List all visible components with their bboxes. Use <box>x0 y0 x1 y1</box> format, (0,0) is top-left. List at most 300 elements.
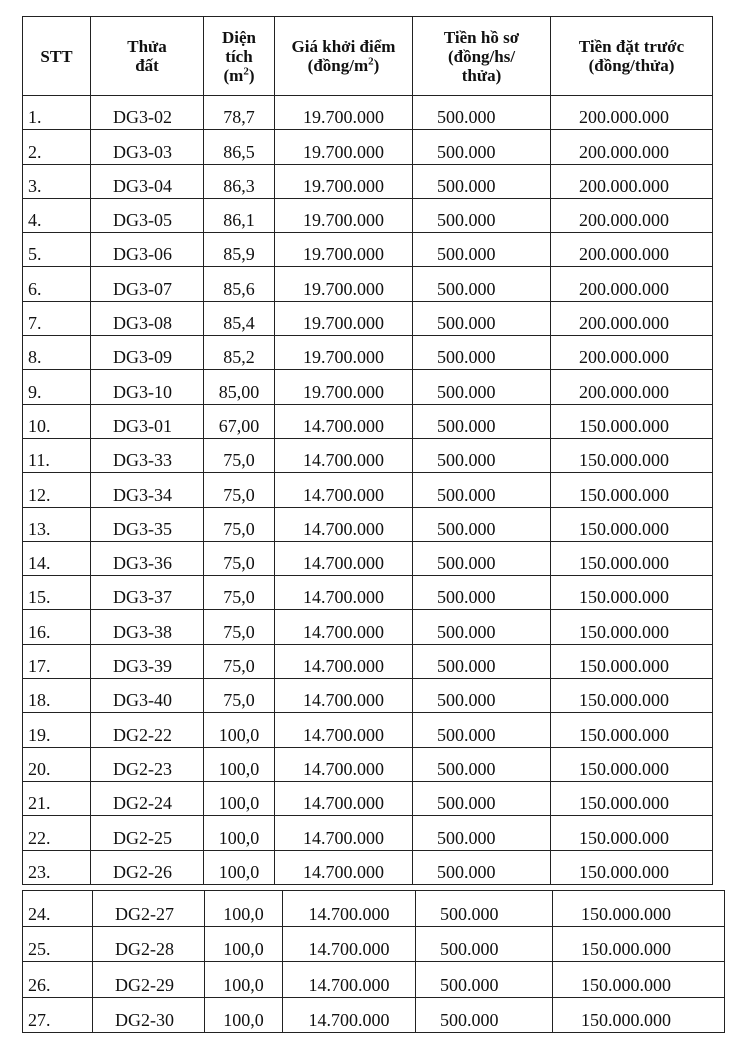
row-number: 1. <box>28 107 42 128</box>
area-value-cell <box>204 610 275 644</box>
document-fee-cell <box>413 644 551 678</box>
table-row <box>23 301 713 335</box>
deposit-amount-cell <box>551 438 713 472</box>
starting-price: 14.700.000 <box>303 690 384 711</box>
document-fee: 500.000 <box>437 450 496 471</box>
lot-code: DG2-26 <box>113 861 172 882</box>
row-number: 25. <box>28 939 51 959</box>
document-fee: 500.000 <box>437 175 496 196</box>
starting-price: 14.700.000 <box>303 861 384 882</box>
starting-price: 14.700.000 <box>303 724 384 745</box>
lot-code-cell <box>91 438 204 472</box>
area-value-cell <box>204 96 275 130</box>
lot-code: DG2-23 <box>113 758 172 779</box>
starting-price-cell <box>275 301 413 335</box>
starting-price-cell <box>275 644 413 678</box>
document-fee-cell <box>413 267 551 301</box>
starting-price: 14.700.000 <box>308 939 390 959</box>
area-value-cell <box>204 301 275 335</box>
table-row <box>23 997 725 1033</box>
lot-code-cell <box>91 644 204 678</box>
lot-code: DG3-33 <box>113 450 172 471</box>
document-fee-cell <box>413 747 551 781</box>
area-value-cell <box>204 576 275 610</box>
header-document-fee: Tiền hồ sơ (đồng/hs/ thửa) <box>413 17 551 96</box>
document-fee-cell <box>413 96 551 130</box>
row-number-cell <box>23 997 93 1033</box>
table-row <box>23 96 713 130</box>
table-row <box>23 747 713 781</box>
area-value: 75,0 <box>223 484 255 505</box>
row-number-cell <box>23 301 91 335</box>
document-fee: 500.000 <box>437 278 496 299</box>
deposit-amount-cell <box>551 610 713 644</box>
lot-code-cell <box>91 233 204 267</box>
document-fee: 500.000 <box>437 244 496 265</box>
row-number: 7. <box>28 313 42 334</box>
lot-code-cell <box>91 267 204 301</box>
area-value-cell <box>204 336 275 370</box>
lot-code: DG3-10 <box>113 381 172 402</box>
lot-code: DG2-30 <box>115 1010 174 1030</box>
lot-code: DG3-01 <box>113 415 172 436</box>
table-row <box>23 438 713 472</box>
starting-price-cell <box>283 891 416 927</box>
document-fee: 500.000 <box>437 793 496 814</box>
lot-code: DG3-36 <box>113 553 172 574</box>
lot-code-cell <box>91 404 204 438</box>
starting-price-cell <box>275 370 413 404</box>
starting-price-cell <box>283 926 416 962</box>
document-fee-cell <box>413 679 551 713</box>
lot-code-cell <box>91 164 204 198</box>
table-row <box>23 610 713 644</box>
deposit-amount: 150.000.000 <box>579 656 669 677</box>
lot-code: DG3-37 <box>113 587 172 608</box>
area-value-cell <box>204 679 275 713</box>
table-row <box>23 473 713 507</box>
deposit-amount-cell <box>551 644 713 678</box>
starting-price: 14.700.000 <box>308 903 390 924</box>
table-row <box>23 816 713 850</box>
deposit-amount: 150.000.000 <box>579 553 669 574</box>
area-value: 100,0 <box>218 758 260 779</box>
starting-price: 14.700.000 <box>303 415 384 436</box>
area-value-cell <box>205 926 283 962</box>
starting-price-cell <box>275 233 413 267</box>
row-number: 26. <box>28 974 51 995</box>
document-fee: 500.000 <box>437 621 496 642</box>
row-number: 8. <box>28 347 42 368</box>
deposit-amount-cell <box>551 541 713 575</box>
area-value-cell <box>204 370 275 404</box>
row-number-cell <box>23 233 91 267</box>
starting-price: 19.700.000 <box>303 347 384 368</box>
document-fee-cell <box>413 541 551 575</box>
row-number: 19. <box>28 724 51 745</box>
area-value: 100,0 <box>223 939 264 959</box>
document-fee-cell <box>416 926 553 962</box>
table-row <box>23 926 725 962</box>
lot-code-cell <box>91 850 204 884</box>
deposit-amount-cell <box>551 850 713 884</box>
document-fee: 500.000 <box>437 313 496 334</box>
starting-price-cell <box>283 962 416 998</box>
lot-code-cell <box>91 679 204 713</box>
lot-code-cell <box>91 713 204 747</box>
starting-price: 14.700.000 <box>303 793 384 814</box>
deposit-amount: 150.000.000 <box>581 903 671 924</box>
document-fee: 500.000 <box>437 587 496 608</box>
area-value: 85,4 <box>223 313 255 334</box>
row-number-cell <box>23 747 91 781</box>
document-fee: 500.000 <box>437 861 496 882</box>
lot-code: DG3-06 <box>113 244 172 265</box>
row-number-cell <box>23 610 91 644</box>
document-fee-cell <box>413 130 551 164</box>
starting-price: 14.700.000 <box>303 553 384 574</box>
area-value: 75,0 <box>223 587 255 608</box>
deposit-amount: 200.000.000 <box>579 107 669 128</box>
document-fee-cell <box>413 781 551 815</box>
row-number: 4. <box>28 210 42 231</box>
lot-code-cell <box>91 370 204 404</box>
table-row <box>23 336 713 370</box>
document-fee-cell <box>413 336 551 370</box>
document-fee-cell <box>413 713 551 747</box>
row-number: 5. <box>28 244 42 265</box>
deposit-amount: 200.000.000 <box>579 175 669 196</box>
header-lot: Thửa đất <box>91 17 204 96</box>
header-deposit: Tiền đặt trước (đồng/thửa) <box>551 17 713 96</box>
document-fee: 500.000 <box>437 553 496 574</box>
row-number: 14. <box>28 553 51 574</box>
area-value: 75,0 <box>223 553 255 574</box>
deposit-amount-cell <box>551 198 713 232</box>
deposit-amount: 150.000.000 <box>581 974 671 995</box>
area-value-cell <box>204 438 275 472</box>
lot-code-cell <box>91 96 204 130</box>
row-number-cell <box>23 644 91 678</box>
area-value: 86,1 <box>223 210 255 231</box>
deposit-amount-cell <box>551 816 713 850</box>
lot-code-cell <box>91 781 204 815</box>
starting-price: 14.700.000 <box>303 656 384 677</box>
row-number: 17. <box>28 656 51 677</box>
deposit-amount: 150.000.000 <box>579 518 669 539</box>
row-number-cell <box>23 96 91 130</box>
area-value: 75,0 <box>223 450 255 471</box>
document-fee: 500.000 <box>437 415 496 436</box>
document-fee-cell <box>413 816 551 850</box>
lot-code: DG3-40 <box>113 690 172 711</box>
table-row <box>23 541 713 575</box>
lot-code: DG3-02 <box>113 107 172 128</box>
row-number: 15. <box>28 587 51 608</box>
starting-price-cell <box>275 713 413 747</box>
starting-price: 14.700.000 <box>308 1010 390 1030</box>
area-value-cell <box>204 781 275 815</box>
starting-price: 19.700.000 <box>303 175 384 196</box>
row-number: 24. <box>28 903 51 924</box>
area-value-cell <box>204 404 275 438</box>
starting-price: 14.700.000 <box>303 518 384 539</box>
document-fee: 500.000 <box>437 107 496 128</box>
lot-code: DG3-05 <box>113 210 172 231</box>
row-number: 20. <box>28 758 51 779</box>
row-number: 23. <box>28 861 51 882</box>
row-number-cell <box>23 473 91 507</box>
area-value-cell <box>204 198 275 232</box>
document-fee: 500.000 <box>437 210 496 231</box>
starting-price-cell <box>275 164 413 198</box>
deposit-amount: 150.000.000 <box>579 861 669 882</box>
deposit-amount-cell <box>551 679 713 713</box>
document-fee-cell <box>413 233 551 267</box>
area-value-cell <box>204 747 275 781</box>
table-row <box>23 962 725 998</box>
area-value: 100,0 <box>223 1010 264 1030</box>
document-fee-cell <box>413 198 551 232</box>
table-row <box>23 370 713 404</box>
row-number: 2. <box>28 141 42 162</box>
row-number-cell <box>23 198 91 232</box>
starting-price-cell <box>275 96 413 130</box>
starting-price-cell <box>275 404 413 438</box>
lot-code: DG3-04 <box>113 175 172 196</box>
lot-code: DG2-29 <box>115 974 174 995</box>
document-fee-cell <box>416 891 553 927</box>
starting-price: 19.700.000 <box>303 381 384 402</box>
table-row <box>23 164 713 198</box>
area-value-cell <box>204 507 275 541</box>
header-area: Diện tích $(m^2)$ <box>204 17 275 96</box>
document-fee: 500.000 <box>437 724 496 745</box>
area-value-cell <box>205 997 283 1033</box>
area-value-cell <box>204 130 275 164</box>
deposit-amount-cell <box>551 370 713 404</box>
row-number-cell <box>23 370 91 404</box>
area-value-cell <box>204 473 275 507</box>
area-value: 100,0 <box>223 903 264 924</box>
starting-price: 19.700.000 <box>303 313 384 334</box>
starting-price: 14.700.000 <box>303 450 384 471</box>
deposit-amount: 150.000.000 <box>579 621 669 642</box>
lot-code-cell <box>91 576 204 610</box>
row-number: 10. <box>28 415 51 436</box>
area-value: 100,0 <box>218 827 260 848</box>
document-fee-cell <box>413 370 551 404</box>
deposit-amount-cell <box>553 997 725 1033</box>
area-value: 85,00 <box>218 381 260 402</box>
row-number: 12. <box>28 484 51 505</box>
lot-code: DG3-07 <box>113 278 172 299</box>
deposit-amount-cell <box>551 233 713 267</box>
document-fee: 500.000 <box>437 141 496 162</box>
row-number: 11. <box>28 450 50 471</box>
row-number: 27. <box>28 1010 51 1030</box>
table-row <box>23 850 713 884</box>
document-fee-cell <box>413 576 551 610</box>
area-value-cell <box>204 164 275 198</box>
starting-price-cell <box>275 816 413 850</box>
deposit-amount-cell <box>553 891 725 927</box>
starting-price-cell <box>275 576 413 610</box>
starting-price-cell <box>275 267 413 301</box>
deposit-amount-cell <box>551 404 713 438</box>
lot-code: DG3-35 <box>113 518 172 539</box>
table-row <box>23 267 713 301</box>
starting-price: 19.700.000 <box>303 244 384 265</box>
deposit-amount: 150.000.000 <box>579 758 669 779</box>
area-value: 75,0 <box>223 656 255 677</box>
deposit-amount: 200.000.000 <box>579 141 669 162</box>
document-fee: 500.000 <box>440 1010 499 1030</box>
table-row <box>23 233 713 267</box>
starting-price: 14.700.000 <box>303 587 384 608</box>
starting-price-cell <box>275 473 413 507</box>
document-fee: 500.000 <box>437 690 496 711</box>
starting-price: 14.700.000 <box>303 621 384 642</box>
row-number-cell <box>23 130 91 164</box>
row-number: 21. <box>28 793 51 814</box>
row-number: 9. <box>28 381 42 402</box>
starting-price-cell <box>275 747 413 781</box>
lot-code: DG2-24 <box>113 793 172 814</box>
lot-code-cell <box>91 541 204 575</box>
lot-code-cell <box>91 507 204 541</box>
deposit-amount-cell <box>551 96 713 130</box>
document-fee: 500.000 <box>437 827 496 848</box>
lot-code-cell <box>93 962 205 998</box>
auction-lot-table <box>22 16 713 885</box>
starting-price-cell <box>283 997 416 1033</box>
lot-code-cell <box>93 891 205 927</box>
lot-code: DG3-03 <box>113 141 172 162</box>
deposit-amount-cell <box>551 164 713 198</box>
starting-price: 14.700.000 <box>303 484 384 505</box>
deposit-amount: 200.000.000 <box>579 347 669 368</box>
row-number-cell <box>23 962 93 998</box>
deposit-amount: 200.000.000 <box>579 313 669 334</box>
area-value: 100,0 <box>223 974 264 995</box>
area-value: 75,0 <box>223 621 255 642</box>
deposit-amount-cell <box>551 130 713 164</box>
deposit-amount-cell <box>553 962 725 998</box>
document-fee-cell <box>413 301 551 335</box>
table-row <box>23 198 713 232</box>
lot-code-cell <box>93 997 205 1033</box>
row-number-cell <box>23 267 91 301</box>
deposit-amount: 200.000.000 <box>579 244 669 265</box>
row-number: 22. <box>28 827 51 848</box>
row-number-cell <box>23 891 93 927</box>
deposit-amount: 150.000.000 <box>579 484 669 505</box>
starting-price-cell <box>275 507 413 541</box>
deposit-amount-cell <box>551 781 713 815</box>
document-fee-cell <box>413 507 551 541</box>
deposit-amount: 150.000.000 <box>581 1010 671 1030</box>
area-value: 85,2 <box>223 347 255 368</box>
lot-code-cell <box>91 747 204 781</box>
document-fee: 500.000 <box>440 903 499 924</box>
lot-code: DG2-28 <box>115 939 174 959</box>
lot-code-cell <box>91 130 204 164</box>
deposit-amount: 150.000.000 <box>579 690 669 711</box>
area-value: 100,0 <box>218 793 260 814</box>
table-row <box>23 404 713 438</box>
header-starting-price: Giá khởi điểm $(đồng/m^2)$ <box>275 17 413 96</box>
lot-code: DG3-09 <box>113 347 172 368</box>
deposit-amount-cell <box>551 473 713 507</box>
deposit-amount-cell <box>551 713 713 747</box>
area-value: 75,0 <box>223 518 255 539</box>
deposit-amount: 150.000.000 <box>579 827 669 848</box>
starting-price: 19.700.000 <box>303 278 384 299</box>
row-number-cell <box>23 850 91 884</box>
starting-price-cell <box>275 130 413 164</box>
document-fee: 500.000 <box>440 974 499 995</box>
row-number: 3. <box>28 175 42 196</box>
deposit-amount-cell <box>551 576 713 610</box>
area-value-cell <box>204 233 275 267</box>
document-fee: 500.000 <box>437 758 496 779</box>
deposit-amount: 200.000.000 <box>579 278 669 299</box>
header-row <box>23 17 713 96</box>
deposit-amount: 150.000.000 <box>579 587 669 608</box>
area-value-cell <box>205 891 283 927</box>
lot-code-cell <box>91 198 204 232</box>
lot-code: DG2-22 <box>113 724 172 745</box>
area-value: 75,0 <box>223 690 255 711</box>
row-number-cell <box>23 438 91 472</box>
row-number-cell <box>23 576 91 610</box>
starting-price: 14.700.000 <box>308 974 390 995</box>
table-row <box>23 644 713 678</box>
table-row <box>23 781 713 815</box>
document-fee: 500.000 <box>440 939 499 959</box>
row-number-cell <box>23 404 91 438</box>
area-value-cell <box>204 816 275 850</box>
row-number: 13. <box>28 518 51 539</box>
lot-code: DG3-38 <box>113 621 172 642</box>
area-value: 100,0 <box>218 724 260 745</box>
deposit-amount-cell <box>551 301 713 335</box>
document-fee-cell <box>416 962 553 998</box>
lot-code-cell <box>91 301 204 335</box>
starting-price-cell <box>275 781 413 815</box>
table-row <box>23 576 713 610</box>
lot-code-cell <box>91 610 204 644</box>
lot-code-cell <box>91 473 204 507</box>
deposit-amount: 200.000.000 <box>579 381 669 402</box>
document-fee-cell <box>413 404 551 438</box>
deposit-amount: 150.000.000 <box>581 939 671 959</box>
document-fee: 500.000 <box>437 484 496 505</box>
row-number: 6. <box>28 278 42 299</box>
lot-code: DG2-25 <box>113 827 172 848</box>
table-row <box>23 713 713 747</box>
starting-price-cell <box>275 438 413 472</box>
starting-price-cell <box>275 679 413 713</box>
starting-price-cell <box>275 541 413 575</box>
area-value: 100,0 <box>218 861 260 882</box>
table-row <box>23 507 713 541</box>
deposit-amount-cell <box>551 747 713 781</box>
row-number-cell <box>23 816 91 850</box>
starting-price-cell <box>275 198 413 232</box>
row-number-cell <box>23 336 91 370</box>
